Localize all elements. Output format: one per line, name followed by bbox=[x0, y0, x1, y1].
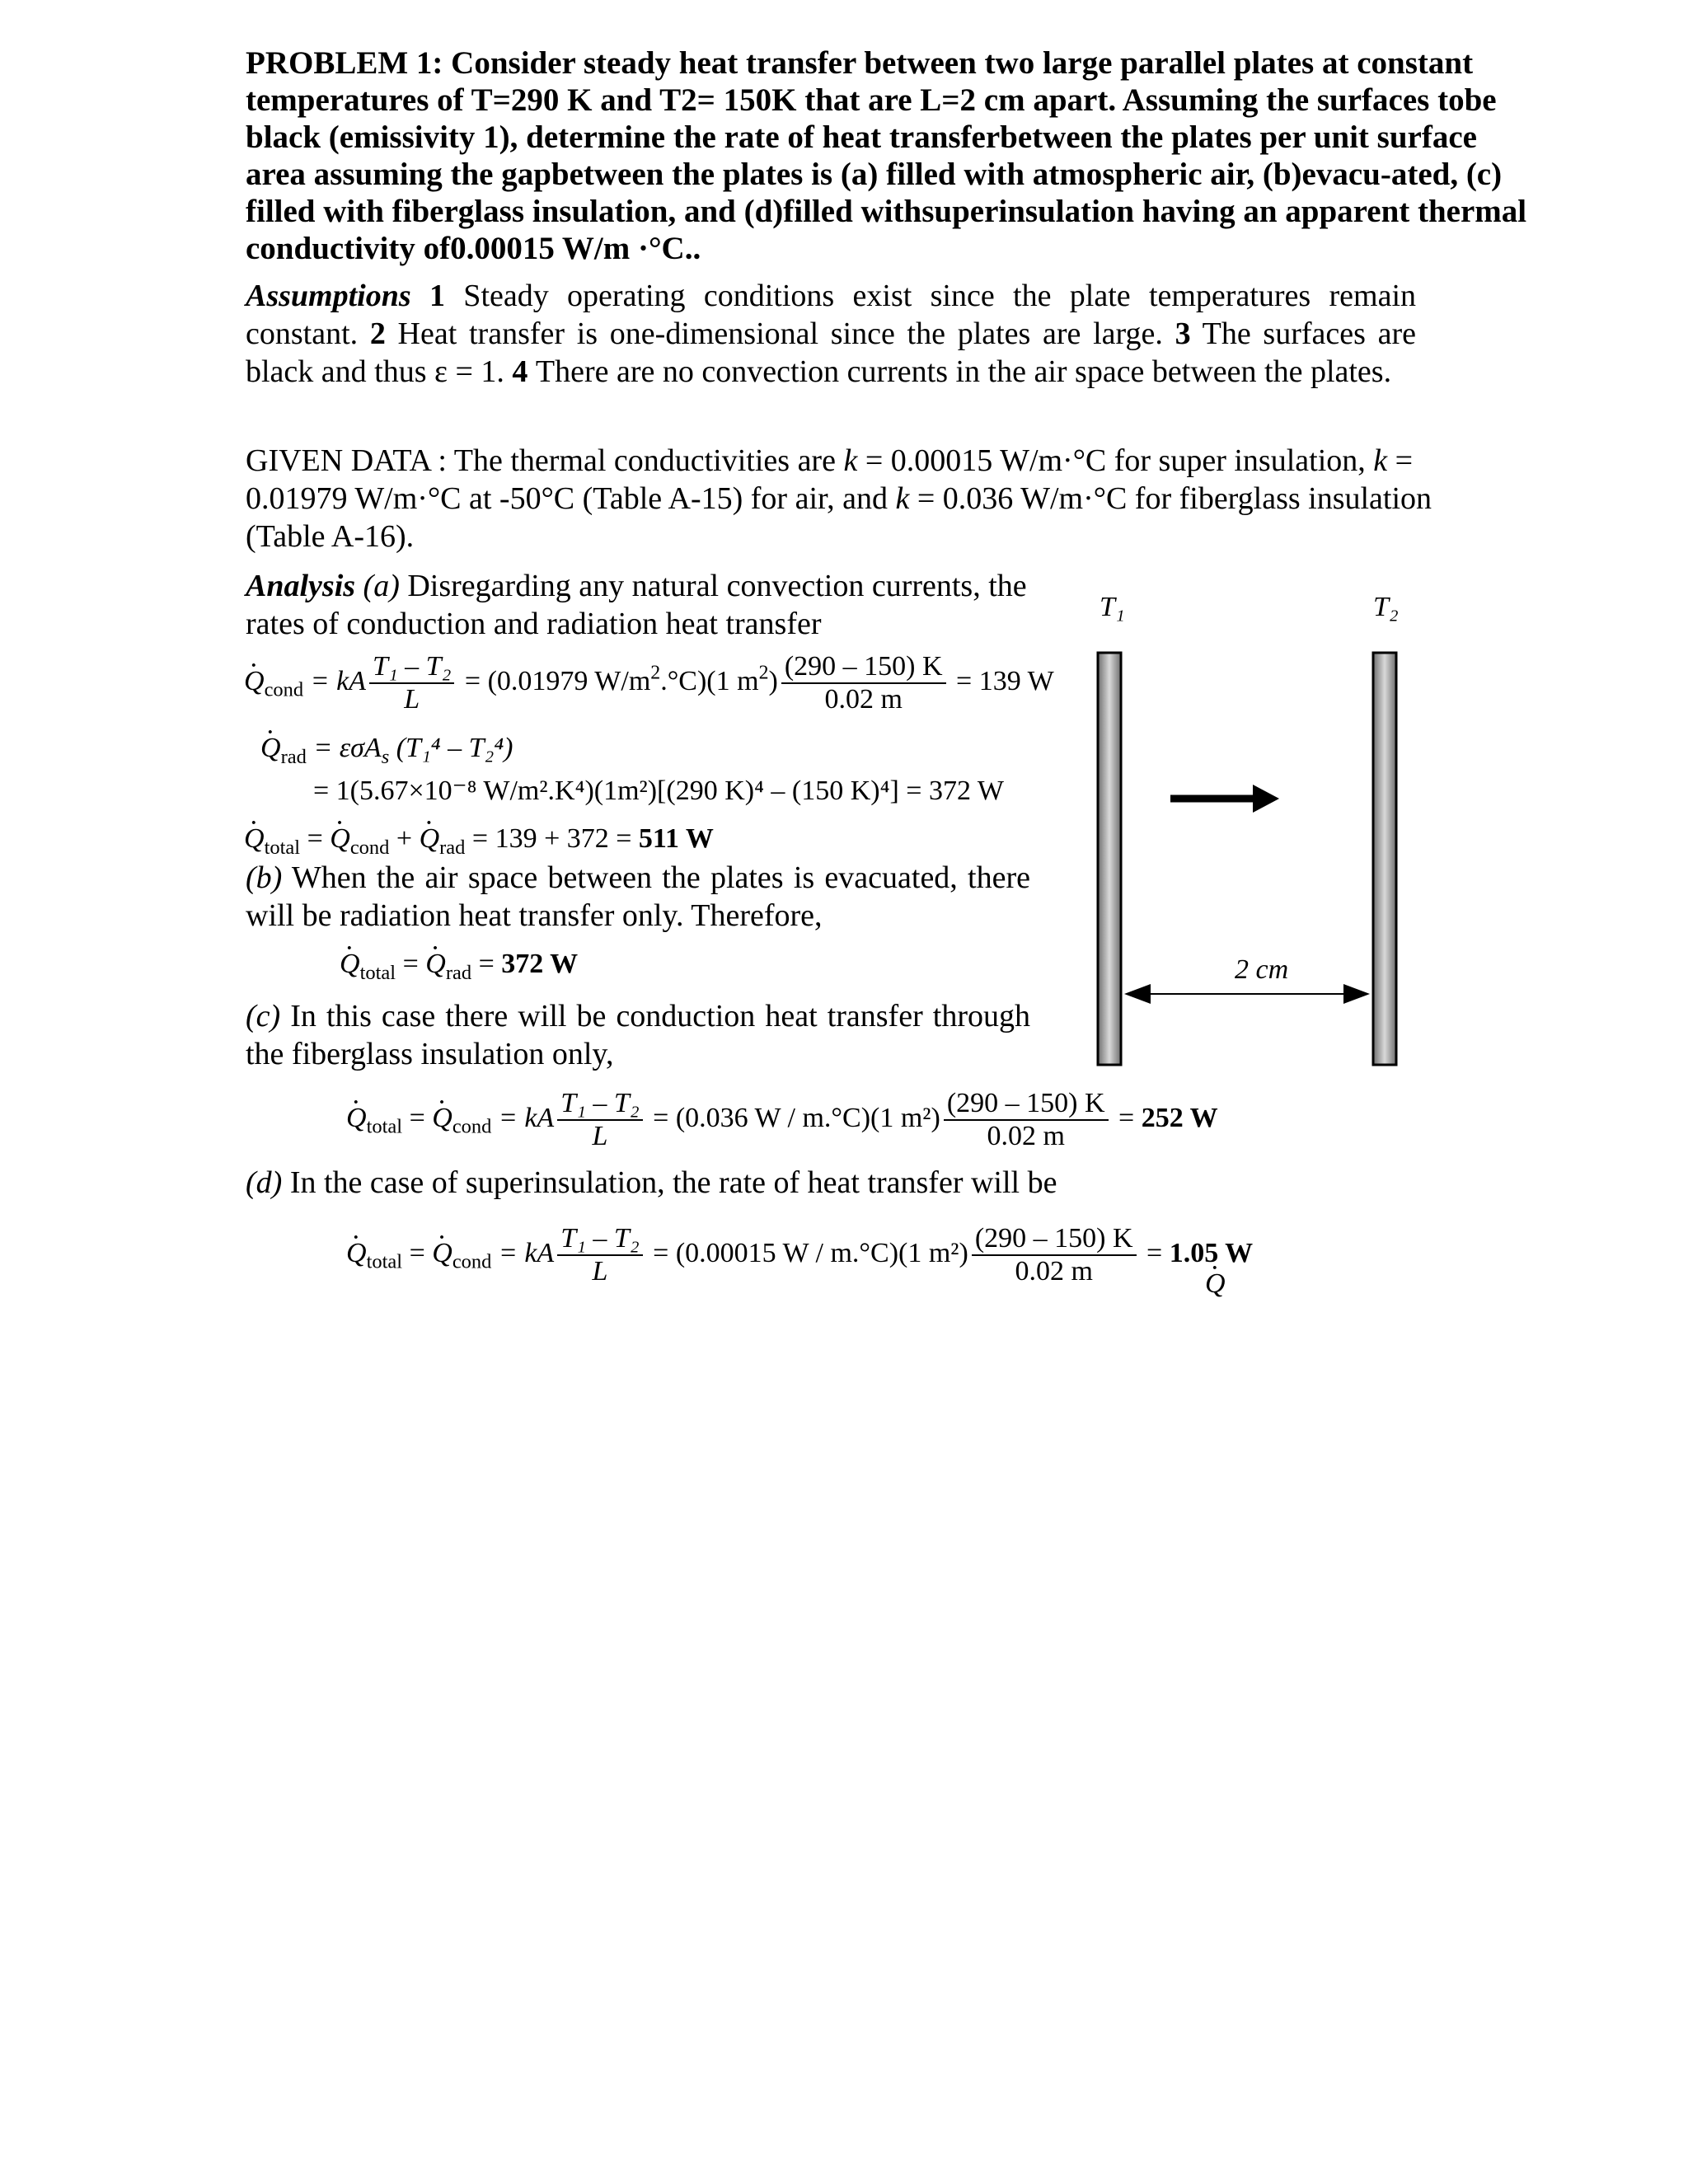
part-c-label: (c) bbox=[246, 999, 281, 1033]
equals: = bbox=[402, 1102, 433, 1133]
q-subscript: cond bbox=[452, 1115, 492, 1138]
fraction-temp bbox=[557, 1223, 642, 1287]
q-subscript: cond bbox=[452, 1250, 492, 1273]
fraction-denominator: L bbox=[592, 1121, 608, 1151]
k-symbol: k bbox=[843, 443, 858, 478]
part-a-label: (a) bbox=[363, 569, 400, 603]
fraction-denominator: L bbox=[592, 1256, 608, 1286]
k-symbol: k bbox=[1373, 443, 1388, 478]
part-d-paragraph bbox=[246, 1164, 1152, 1202]
d-values: = (0.00015 W / m.°C)(1 m²) bbox=[645, 1237, 968, 1268]
equals: = bbox=[300, 823, 331, 854]
fraction-denominator: 0.02 m bbox=[1015, 1256, 1093, 1286]
equation-cond bbox=[244, 651, 1054, 715]
right-plate bbox=[1373, 653, 1396, 1065]
c-result: 252 W bbox=[1141, 1102, 1218, 1133]
equals: = bbox=[471, 949, 502, 979]
part-b-paragraph bbox=[246, 859, 1030, 935]
assumption-number-2: 2 bbox=[369, 316, 386, 351]
fraction-denominator: 0.02 m bbox=[824, 684, 903, 715]
q-symbol: · Q bbox=[244, 665, 265, 698]
q-symbol: · Q bbox=[244, 823, 265, 855]
b-result: 372 W bbox=[501, 949, 579, 979]
q-symbol: · Q bbox=[432, 1102, 452, 1135]
assumption-number-4: 4 bbox=[512, 354, 528, 389]
equals: = bbox=[1139, 1237, 1170, 1268]
k-symbol: k bbox=[895, 481, 910, 516]
part-d-label: (d) bbox=[246, 1165, 283, 1200]
heat-flow-arrow-icon bbox=[1253, 785, 1279, 813]
part-d-text: In the case of superinsulation, the rate of heat transfer will be bbox=[282, 1165, 1057, 1200]
q-symbol: · Q bbox=[420, 823, 440, 855]
plus: + bbox=[389, 823, 420, 854]
equals: = bbox=[402, 1237, 433, 1268]
given-super: = 0.00015 W/m·°C for super insulation, bbox=[857, 443, 1374, 478]
equals-ka: = kA bbox=[303, 665, 366, 696]
equation-d bbox=[346, 1223, 1253, 1287]
cond-values-3: ) bbox=[768, 665, 778, 696]
q-subscript: total bbox=[264, 836, 301, 859]
q-symbol: · Q bbox=[346, 1237, 367, 1270]
analysis-intro bbox=[246, 567, 1070, 643]
assumption-number-1: 1 bbox=[429, 279, 445, 313]
d-result: 1.05 W bbox=[1169, 1237, 1254, 1268]
part-b-text: When the air space between the plates is evacuated, there will be radiation heat transfer only. Therefore, bbox=[246, 860, 1030, 933]
t1-label: T₁ bbox=[1100, 592, 1125, 622]
fraction-values bbox=[972, 1223, 1137, 1287]
total-result: 511 W bbox=[638, 823, 714, 854]
rad-formula-rest: (T₁⁴ – T₂⁴) bbox=[389, 733, 513, 763]
equation-c bbox=[346, 1088, 1218, 1152]
q-subscript: total bbox=[366, 1250, 403, 1273]
q-subscript: total bbox=[359, 961, 396, 984]
fraction-values bbox=[944, 1088, 1109, 1152]
equals: = bbox=[396, 949, 426, 979]
q-subscript: cond bbox=[349, 836, 390, 859]
rad-formula: = εσA bbox=[306, 733, 382, 763]
assumption-text-3: The surfaces are black and thus ε = 1. bbox=[246, 316, 1416, 389]
analysis-heading: Analysis bbox=[246, 569, 356, 603]
given-data-paragraph bbox=[246, 442, 1482, 555]
q-subscript: cond bbox=[264, 678, 304, 701]
part-b-label: (b) bbox=[246, 860, 283, 895]
plates-figure bbox=[1088, 577, 1434, 1088]
c-values: = (0.036 W / m.°C)(1 m²) bbox=[645, 1102, 940, 1133]
fraction-numerator: T₁ – T₂ bbox=[557, 1223, 642, 1256]
given-fiberglass: = 0.036 W/m·°C for fiberglass insulation (Table A-16). bbox=[246, 481, 1432, 554]
cond-values: = (0.01979 W/m bbox=[457, 665, 651, 696]
fraction-values bbox=[781, 651, 946, 715]
assumption-text-4: There are no convection currents in the air space between the plates. bbox=[528, 354, 1392, 389]
equals-ka: = kA bbox=[491, 1237, 555, 1268]
as-subscript: s bbox=[381, 745, 390, 768]
q-symbol: · Q bbox=[425, 948, 446, 981]
fraction-temp bbox=[557, 1088, 642, 1152]
given-label: GIVEN DATA : The thermal conductivities are bbox=[246, 443, 844, 478]
sum: = 139 + 372 = bbox=[465, 823, 639, 854]
cond-result: = 139 W bbox=[949, 665, 1054, 696]
equals-ka: = kA bbox=[491, 1102, 555, 1133]
cond-values-2: .°C)(1 m bbox=[660, 665, 759, 696]
fraction-numerator: T₁ – T₂ bbox=[557, 1088, 642, 1121]
t2-label: T₂ bbox=[1373, 592, 1399, 622]
fraction-numerator: (290 – 150) K bbox=[781, 651, 946, 684]
q-subscript: rad bbox=[439, 836, 466, 859]
equation-rad-values: = 1(5.67×10⁻⁸ W/m².K⁴)(1m²)[(290 K)⁴ – (150 K)⁴] = 372 W bbox=[313, 776, 1004, 806]
gap-label: 2 cm bbox=[1235, 954, 1289, 985]
q-symbol: · Q bbox=[432, 1237, 452, 1270]
equals: = bbox=[1111, 1102, 1142, 1133]
equation-rad bbox=[260, 732, 513, 774]
part-a-text: Disregarding any natural convection currents, the rates of conduction and radiation heat transfer bbox=[246, 569, 1027, 641]
assumption-number-3: 3 bbox=[1175, 316, 1191, 351]
q-subscript: rad bbox=[445, 961, 472, 984]
part-c-text: In this case there will be conduction heat transfer through the fiberglass insulation only, bbox=[246, 999, 1030, 1071]
part-c-paragraph bbox=[246, 997, 1030, 1073]
assumptions-paragraph bbox=[246, 277, 1416, 391]
q-subscript: total bbox=[366, 1115, 403, 1138]
assumption-text-1: Steady operating conditions exist since the plate temperatures remain constant. bbox=[246, 279, 1417, 351]
superscript: 2 bbox=[650, 662, 661, 684]
q-label: · Q bbox=[1205, 1268, 1226, 1300]
fraction-denominator: 0.02 m bbox=[987, 1121, 1065, 1151]
given-air: = 0.01979 W/m·°C at -50°C (Table A-15) for air, and bbox=[246, 443, 1414, 516]
q-symbol: · Q bbox=[260, 732, 281, 765]
fraction-numerator: (290 – 150) K bbox=[972, 1223, 1137, 1256]
q-symbol: · Q bbox=[340, 948, 360, 981]
fraction-denominator: L bbox=[404, 684, 420, 715]
left-plate bbox=[1098, 653, 1121, 1065]
fraction-numerator: (290 – 150) K bbox=[944, 1088, 1109, 1121]
fraction-temp bbox=[369, 651, 454, 715]
q-symbol: · Q bbox=[330, 823, 350, 855]
equation-b bbox=[340, 948, 578, 990]
problem-statement: PROBLEM 1: Consider steady heat transfer between two large parallel plates at constant temperatures of T=290 K and T2= 150K that are L=2 cm apart. Assuming the surfaces tobe black (emissivity 1), determine the rate of heat transferbetween the plates per unit surface area assuming the gapbetween the plates is (a) filled with atmospheric air, (b)evacu-ated, (c) filled with fiberglass insulation, and (d)filled withsuperinsulation having an apparent thermal conductivity of0.00015 W/m ·°C.. bbox=[246, 45, 1527, 266]
superscript: 2 bbox=[758, 662, 769, 684]
q-symbol: · Q bbox=[346, 1102, 367, 1135]
q-subscript: rad bbox=[280, 745, 307, 768]
fraction-numerator: T₁ – T₂ bbox=[369, 651, 454, 684]
assumption-text-2: Heat transfer is one-dimensional since the plates are large. bbox=[385, 316, 1175, 351]
assumptions-heading: Assumptions bbox=[246, 279, 411, 313]
